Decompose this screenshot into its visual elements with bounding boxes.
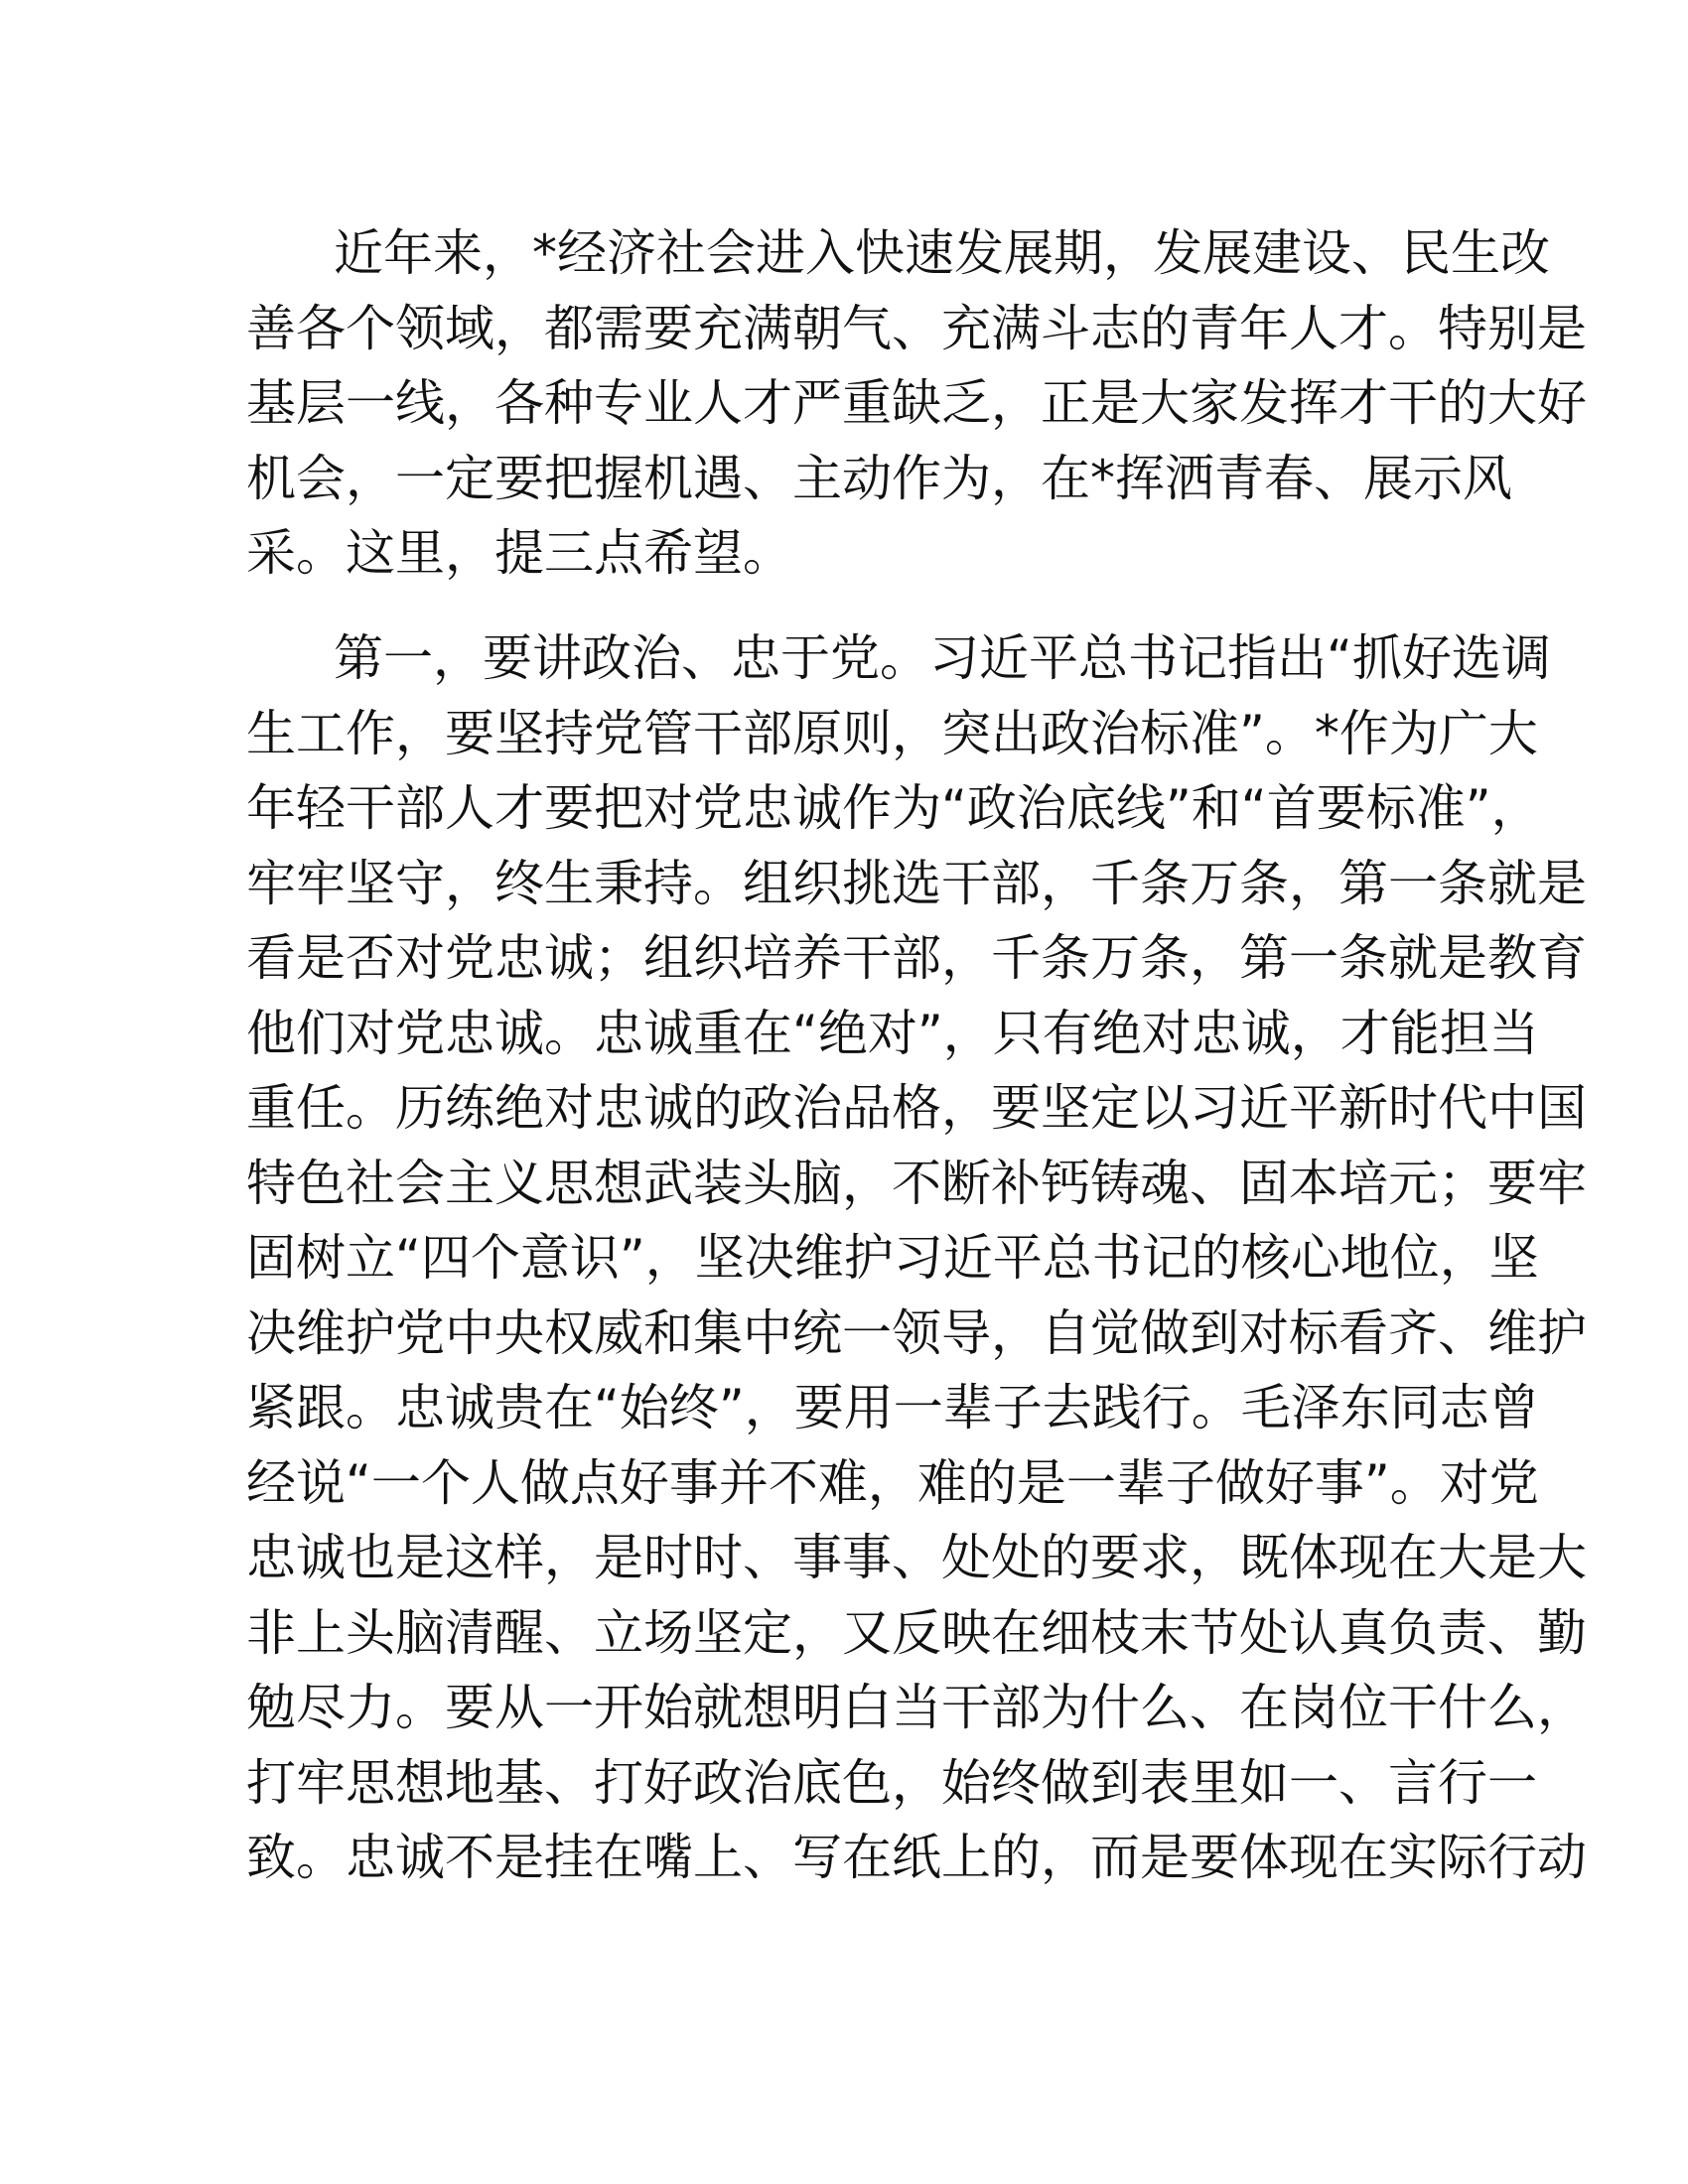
paragraph-line: 勉尽力。要从一开始就想明白当干部为什么、在岗位干什么， — [246, 1679, 1587, 1736]
paragraph-line: 紧跟。忠诚贵在“始终”，要用一辈子去践行。毛泽东同志曾 — [246, 1379, 1539, 1436]
paragraph-line: 打牢思想地基、打好政治底色，始终做到表里如一、言行一 — [246, 1753, 1537, 1812]
paragraph-line: 非上头脑清醒、立场坚定，又反映在细枝末节处认真负责、勤 — [246, 1603, 1587, 1662]
paragraph-line: 牢牢坚守，终生秉持。组织挑选干部，千条万条，第一条就是 — [246, 854, 1587, 912]
paragraph-line: 决维护党中央权威和集中统一领导，自觉做到对标看齐、维护 — [246, 1303, 1587, 1362]
paragraph-line: 重任。历练绝对忠诚的政治品格，要坚定以习近平新时代中国 — [246, 1079, 1587, 1137]
paragraph-2 — [246, 621, 1587, 1896]
paragraph-line: 忠诚也是这样，是时时、事事、处处的要求，既体现在大是大 — [246, 1529, 1587, 1586]
paragraph-line: 特色社会主义思想武装头脑，不断补钙铸魂、固本培元；要牢 — [246, 1154, 1587, 1212]
paragraph-line: 致。忠诚不是挂在嘴上、写在纸上的，而是要体现在实际行动 — [246, 1829, 1587, 1886]
paragraph-line: 近年来，*经济社会进入快速发展期，发展建设、民生改 — [334, 224, 1550, 282]
paragraph-line: 采。这里，提三点希望。 — [246, 524, 792, 582]
paragraph-line: 看是否对党忠诚；组织培养干部，千条万条，第一条就是教育 — [246, 929, 1587, 987]
paragraph-line: 固树立“四个意识”，坚决维护习近平总书记的核心地位，坚 — [246, 1229, 1539, 1287]
paragraph-line: 第一，要讲政治、忠于党。习近平总书记指出“抓好选调 — [334, 629, 1551, 687]
paragraph-line: 善各个领域，都需要充满朝气、充满斗志的青年人才。特别是 — [246, 299, 1587, 357]
paragraph-line: 生工作，要坚持党管干部原则，突出政治标准”。*作为广大 — [246, 704, 1538, 762]
paragraph-1 — [246, 216, 1587, 592]
paragraph-line: 他们对党忠诚。忠诚重在“绝对”，只有绝对忠诚，才能担当 — [246, 1004, 1539, 1062]
paragraph-line: 基层一线，各种专业人才严重缺乏，正是大家发挥才干的大好 — [246, 374, 1587, 432]
paragraph-line: 年轻干部人才要把对党忠诚作为“政治底线”和“首要标准”， — [246, 779, 1541, 837]
paragraph-line: 经说“一个人做点好事并不难，难的是一辈子做好事”。对党 — [246, 1453, 1539, 1512]
paragraph-line: 机会，一定要把握机遇、主动作为，在*挥洒青春、展示风 — [246, 449, 1512, 507]
